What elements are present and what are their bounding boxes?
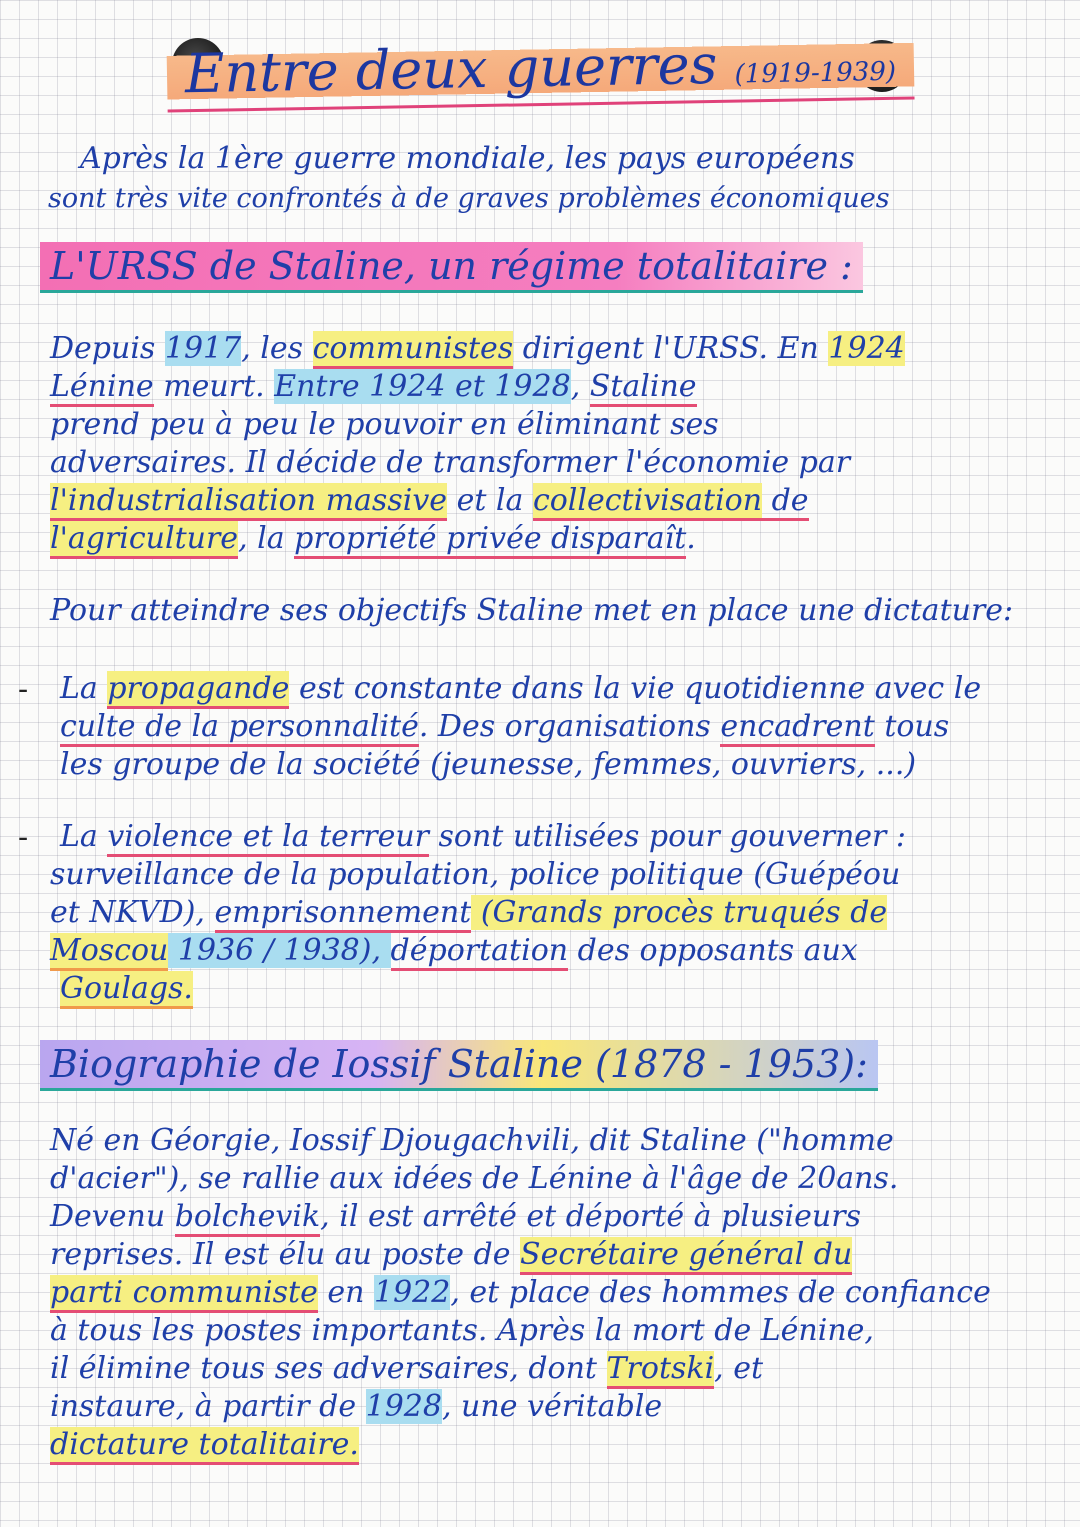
section-heading-urss: L'URSS de Staline, un régime totalitaire : <box>40 242 863 293</box>
s2-line-3: Devenu bolchevik, il est arrêté et déporté à plusieurs <box>50 1198 861 1236</box>
s1-p1-line-6: l'agriculture, la propriété privée disparaît. <box>50 520 696 558</box>
page-title-wrap <box>0 32 1080 106</box>
s1-b1-line-1: La propagande est constante dans la vie quotidienne avec le <box>60 670 981 708</box>
s1-p2: Pour atteindre ses objectifs Staline met en place une dictature: <box>50 593 1014 628</box>
s1-b2-line-3: et NKVD), emprisonnement (Grands procès truqués de <box>50 894 887 932</box>
title-main: Entre deux guerres <box>183 32 718 106</box>
bullet-dash-2: - <box>18 820 29 855</box>
s1-b2-line-2: surveillance de la population, police politique (Guépéou <box>50 857 901 892</box>
s1-b1-line-2: culte de la personnalité. Des organisations encadrent tous <box>60 708 949 746</box>
s1-b2-line-4: Moscou 1936 / 1938), déportation des opposants aux <box>50 932 858 970</box>
intro-line-2: sont très vite confrontés à de graves problèmes économiques <box>48 183 890 214</box>
s1-p1-line-3: prend peu à peu le pouvoir en éliminant ses <box>50 407 719 442</box>
s1-b2-line-5: Goulags. <box>60 970 193 1008</box>
s1-p1-line-5: l'industrialisation massive et la collectivisation de <box>50 482 809 520</box>
s2-line-9: dictature totalitaire. <box>50 1426 359 1464</box>
s2-line-7: il élimine tous ses adversaires, dont Trotski, et <box>50 1350 763 1388</box>
s1-p1-line-1: Depuis 1917, les communistes dirigent l'URSS. En 1924 <box>50 330 905 368</box>
s1-b2-line-1: La violence et la terreur sont utilisées pour gouverner : <box>60 818 906 856</box>
title-dates: (1919-1939) <box>733 56 896 90</box>
s1-b1-line-3: les groupe de la société (jeunesse, femmes, ouvriers, ...) <box>60 747 917 782</box>
bullet-dash-1: - <box>18 672 29 707</box>
page-title <box>166 29 914 112</box>
s1-p1-line-2: Lénine meurt. Entre 1924 et 1928, Staline <box>50 368 697 406</box>
s2-line-5: parti communiste en 1922, et place des hommes de confiance <box>50 1274 991 1312</box>
intro-line-1: Après la 1ère guerre mondiale, les pays européens <box>80 141 855 176</box>
s2-line-8: instaure, à partir de 1928, une véritable <box>50 1389 663 1424</box>
section-heading-biographie: Biographie de Iossif Staline (1878 - 1953): <box>40 1040 878 1091</box>
s1-p1-line-4: adversaires. Il décide de transformer l'économie par <box>50 445 851 480</box>
s2-line-2: d'acier"), se rallie aux idées de Lénine à l'âge de 20ans. <box>50 1161 899 1196</box>
s2-line-4: reprises. Il est élu au poste de Secrétaire général du <box>50 1236 852 1274</box>
s2-line-1: Né en Géorgie, Iossif Djougachvili, dit Staline ("homme <box>50 1123 894 1158</box>
s2-line-6: à tous les postes importants. Après la mort de Lénine, <box>50 1313 874 1348</box>
